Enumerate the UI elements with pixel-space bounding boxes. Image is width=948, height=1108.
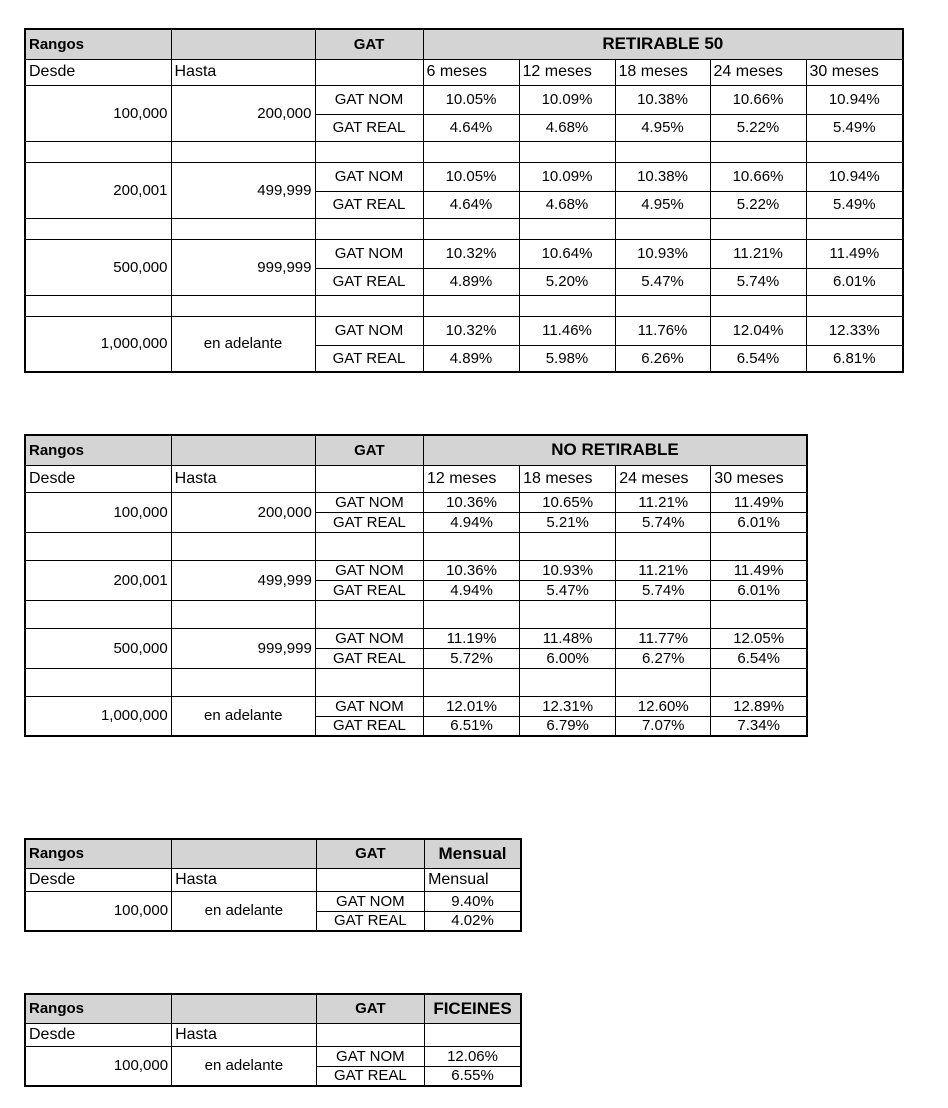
column-header: 6 meses bbox=[423, 59, 519, 85]
table-ficeines bbox=[24, 993, 522, 1087]
range-desde: 100,000 bbox=[25, 1046, 172, 1086]
gat-real-label: GAT REAL bbox=[316, 911, 424, 931]
range-desde: 1,000,000 bbox=[25, 696, 171, 736]
header-gat: GAT bbox=[315, 435, 423, 465]
rate-cell: 5.22% bbox=[710, 191, 806, 218]
rate-cell: 5.49% bbox=[806, 114, 903, 141]
rate-cell: 10.05% bbox=[423, 162, 519, 191]
gat-nom-label: GAT NOM bbox=[315, 239, 423, 268]
subheader-hasta: Hasta bbox=[172, 1023, 317, 1046]
gat-real-label: GAT REAL bbox=[315, 512, 423, 532]
range-desde: 100,000 bbox=[25, 891, 172, 931]
range-hasta: 999,999 bbox=[171, 628, 315, 668]
rate-cell: 5.47% bbox=[520, 580, 616, 600]
rate-cell: 12.06% bbox=[425, 1046, 521, 1066]
subheader-hasta: Hasta bbox=[172, 868, 317, 891]
rate-cell: 12.01% bbox=[423, 696, 519, 716]
header-gat: GAT bbox=[315, 29, 423, 59]
column-header: 30 meses bbox=[806, 59, 903, 85]
column-header bbox=[425, 1023, 521, 1046]
header-rangos: Rangos bbox=[25, 994, 172, 1023]
rate-cell: 12.05% bbox=[711, 628, 807, 648]
rate-cell: 4.02% bbox=[425, 911, 521, 931]
rate-cell: 6.27% bbox=[616, 648, 711, 668]
rate-cell: 10.64% bbox=[519, 239, 615, 268]
rate-cell: 6.54% bbox=[710, 345, 806, 372]
rate-cell: 12.04% bbox=[710, 316, 806, 345]
subheader-desde: Desde bbox=[25, 465, 171, 492]
column-header: 18 meses bbox=[520, 465, 616, 492]
subheader-hasta: Hasta bbox=[171, 465, 315, 492]
gat-nom-label: GAT NOM bbox=[315, 628, 423, 648]
rate-cell: 4.64% bbox=[423, 191, 519, 218]
range-hasta: en adelante bbox=[172, 891, 317, 931]
rate-cell: 6.01% bbox=[711, 580, 807, 600]
table-mensual bbox=[24, 838, 522, 932]
header-title: NO RETIRABLE bbox=[423, 435, 807, 465]
rate-cell: 10.36% bbox=[423, 560, 519, 580]
range-hasta: 499,999 bbox=[171, 162, 315, 218]
range-hasta: 999,999 bbox=[171, 239, 315, 295]
rate-cell: 10.09% bbox=[519, 85, 615, 114]
rate-cell: 10.05% bbox=[423, 85, 519, 114]
column-header: 12 meses bbox=[423, 465, 519, 492]
rate-cell: 10.94% bbox=[806, 85, 903, 114]
rate-cell: 5.21% bbox=[520, 512, 616, 532]
rate-cell: 6.79% bbox=[520, 716, 616, 736]
rate-cell: 6.01% bbox=[806, 268, 903, 295]
subheader-desde: Desde bbox=[25, 59, 171, 85]
rate-cell: 4.94% bbox=[423, 580, 519, 600]
column-header: 18 meses bbox=[615, 59, 710, 85]
rate-cell: 10.93% bbox=[615, 239, 710, 268]
rate-cell: 11.21% bbox=[616, 560, 711, 580]
gat-real-label: GAT REAL bbox=[315, 345, 423, 372]
rate-cell: 10.94% bbox=[806, 162, 903, 191]
rate-cell: 11.46% bbox=[519, 316, 615, 345]
rate-cell: 11.21% bbox=[710, 239, 806, 268]
gat-real-label: GAT REAL bbox=[315, 114, 423, 141]
rate-cell: 11.48% bbox=[520, 628, 616, 648]
rate-cell: 5.72% bbox=[423, 648, 519, 668]
range-desde: 100,000 bbox=[25, 85, 171, 141]
rate-cell: 10.32% bbox=[423, 239, 519, 268]
rate-cell: 5.49% bbox=[806, 191, 903, 218]
rate-cell: 10.93% bbox=[520, 560, 616, 580]
rate-cell: 10.32% bbox=[423, 316, 519, 345]
subheader-desde: Desde bbox=[25, 868, 172, 891]
rate-cell: 5.74% bbox=[616, 580, 711, 600]
rate-cell: 12.60% bbox=[616, 696, 711, 716]
rate-cell: 11.49% bbox=[711, 560, 807, 580]
rate-cell: 5.20% bbox=[519, 268, 615, 295]
rate-cell: 11.19% bbox=[423, 628, 519, 648]
rate-cell: 12.33% bbox=[806, 316, 903, 345]
rate-cell: 4.68% bbox=[519, 191, 615, 218]
rate-cell: 4.95% bbox=[615, 191, 710, 218]
range-hasta: 200,000 bbox=[171, 85, 315, 141]
rate-cell: 10.09% bbox=[519, 162, 615, 191]
table-no-retirable bbox=[24, 434, 808, 737]
rate-cell: 11.49% bbox=[806, 239, 903, 268]
gat-real-label: GAT REAL bbox=[315, 716, 423, 736]
column-header: 24 meses bbox=[616, 465, 711, 492]
rate-cell: 6.00% bbox=[520, 648, 616, 668]
range-hasta: en adelante bbox=[172, 1046, 317, 1086]
header-rangos: Rangos bbox=[25, 435, 171, 465]
rate-cell: 4.94% bbox=[423, 512, 519, 532]
range-hasta: 200,000 bbox=[171, 492, 315, 532]
range-desde: 200,001 bbox=[25, 162, 171, 218]
gat-real-label: GAT REAL bbox=[315, 648, 423, 668]
header-gat: GAT bbox=[316, 994, 424, 1023]
column-header: 30 meses bbox=[711, 465, 807, 492]
header-title: RETIRABLE 50 bbox=[423, 29, 903, 59]
subheader-desde: Desde bbox=[25, 1023, 172, 1046]
gat-nom-label: GAT NOM bbox=[315, 560, 423, 580]
rate-cell: 5.98% bbox=[519, 345, 615, 372]
gat-real-label: GAT REAL bbox=[315, 580, 423, 600]
rate-cell: 6.81% bbox=[806, 345, 903, 372]
rate-cell: 10.66% bbox=[710, 162, 806, 191]
rate-cell: 10.38% bbox=[615, 162, 710, 191]
range-desde: 100,000 bbox=[25, 492, 171, 532]
gat-nom-label: GAT NOM bbox=[315, 162, 423, 191]
range-desde: 500,000 bbox=[25, 628, 171, 668]
rate-cell: 6.01% bbox=[711, 512, 807, 532]
gat-nom-label: GAT NOM bbox=[315, 696, 423, 716]
rate-cell: 6.55% bbox=[425, 1066, 521, 1086]
column-header: 12 meses bbox=[519, 59, 615, 85]
subheader-hasta: Hasta bbox=[171, 59, 315, 85]
rate-cell: 4.68% bbox=[519, 114, 615, 141]
range-hasta: 499,999 bbox=[171, 560, 315, 600]
rate-cell: 7.07% bbox=[616, 716, 711, 736]
rate-cell: 4.89% bbox=[423, 268, 519, 295]
range-hasta: en adelante bbox=[171, 316, 315, 372]
rate-cell: 11.49% bbox=[711, 492, 807, 512]
column-header: Mensual bbox=[425, 868, 521, 891]
header-gat: GAT bbox=[316, 839, 424, 868]
gat-nom-label: GAT NOM bbox=[315, 85, 423, 114]
rate-cell: 4.64% bbox=[423, 114, 519, 141]
rate-cell: 9.40% bbox=[425, 891, 521, 911]
gat-nom-label: GAT NOM bbox=[316, 891, 424, 911]
gat-real-label: GAT REAL bbox=[315, 268, 423, 295]
gat-real-label: GAT REAL bbox=[315, 191, 423, 218]
gat-real-label: GAT REAL bbox=[316, 1066, 424, 1086]
table-retirable-50 bbox=[24, 28, 904, 373]
range-hasta: en adelante bbox=[171, 696, 315, 736]
gat-nom-label: GAT NOM bbox=[315, 316, 423, 345]
rate-cell: 11.76% bbox=[615, 316, 710, 345]
gat-nom-label: GAT NOM bbox=[315, 492, 423, 512]
rate-cell: 6.54% bbox=[711, 648, 807, 668]
rate-cell: 6.26% bbox=[615, 345, 710, 372]
column-header: 24 meses bbox=[710, 59, 806, 85]
rate-cell: 12.31% bbox=[520, 696, 616, 716]
rate-cell: 6.51% bbox=[423, 716, 519, 736]
rate-cell: 4.95% bbox=[615, 114, 710, 141]
header-rangos: Rangos bbox=[25, 29, 171, 59]
rate-cell: 5.74% bbox=[710, 268, 806, 295]
header-title: Mensual bbox=[425, 839, 521, 868]
rate-cell: 11.77% bbox=[616, 628, 711, 648]
rate-cell: 12.89% bbox=[711, 696, 807, 716]
rate-cell: 11.21% bbox=[616, 492, 711, 512]
rate-cell: 5.74% bbox=[616, 512, 711, 532]
rate-cell: 10.36% bbox=[423, 492, 519, 512]
rate-cell: 7.34% bbox=[711, 716, 807, 736]
gat-nom-label: GAT NOM bbox=[316, 1046, 424, 1066]
range-desde: 500,000 bbox=[25, 239, 171, 295]
range-desde: 200,001 bbox=[25, 560, 171, 600]
rate-cell: 5.22% bbox=[710, 114, 806, 141]
header-rangos: Rangos bbox=[25, 839, 172, 868]
rate-cell: 5.47% bbox=[615, 268, 710, 295]
range-desde: 1,000,000 bbox=[25, 316, 171, 372]
header-title: FICEINES bbox=[425, 994, 521, 1023]
rate-cell: 10.38% bbox=[615, 85, 710, 114]
rate-cell: 10.66% bbox=[710, 85, 806, 114]
rate-cell: 4.89% bbox=[423, 345, 519, 372]
rate-cell: 10.65% bbox=[520, 492, 616, 512]
